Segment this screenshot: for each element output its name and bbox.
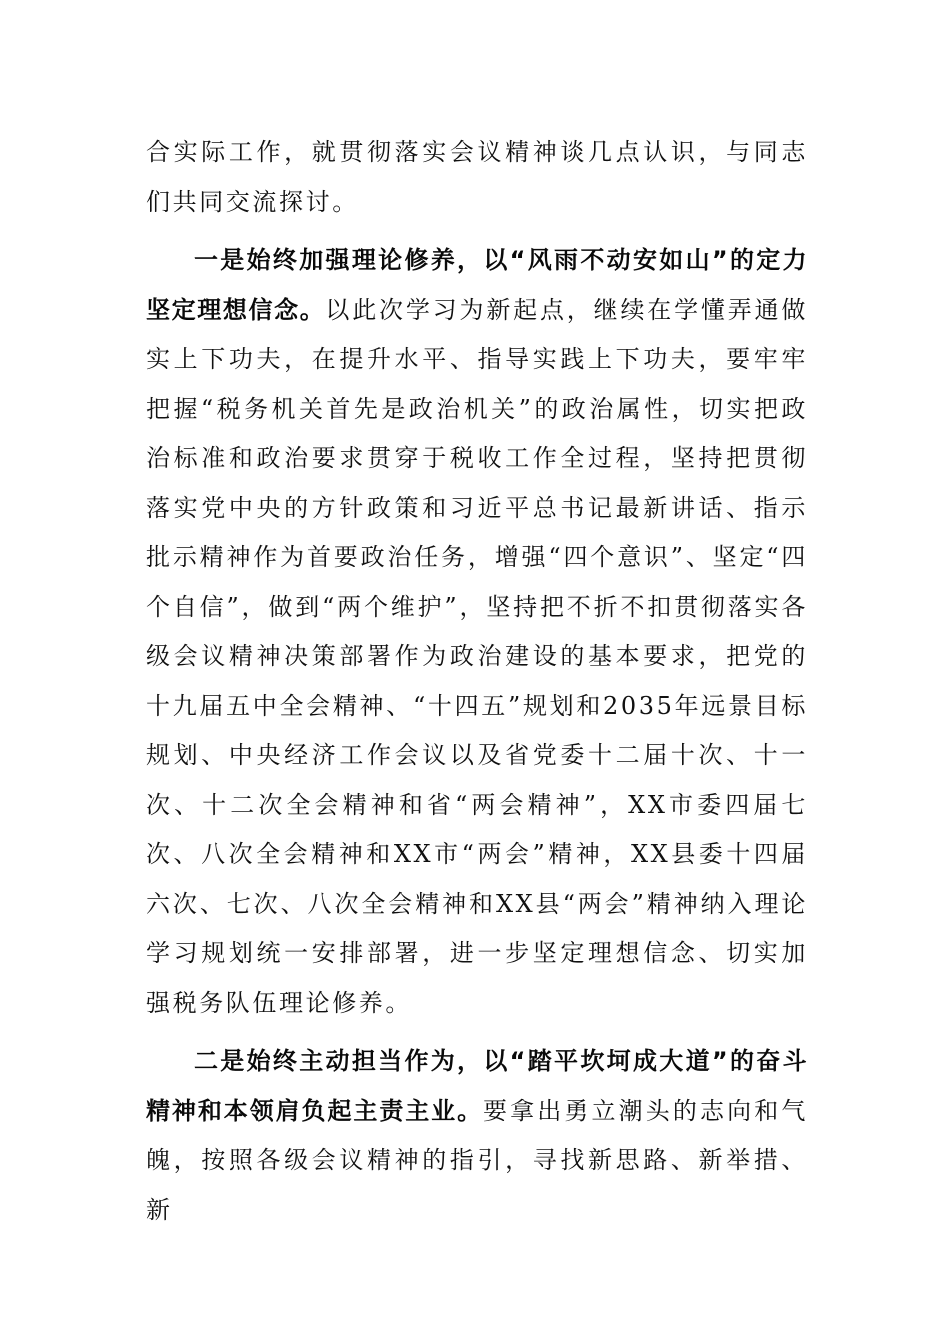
paragraph-body: 合实际工作，就贯彻落实会议精神谈几点认识，与同志们共同交流探讨。	[146, 138, 808, 216]
paragraph-point-two	[146, 1037, 808, 1235]
paragraph-point-one	[146, 236, 808, 1028]
paragraph-continuation	[146, 128, 808, 227]
document-body	[146, 128, 808, 1235]
paragraph-body: 以此次学习为新起点，继续在学懂弄通做实上下功夫，在提升水平、指导实践上下功夫，要牢牢把握“税务机关首先是政治机关”的政治属性，切实把政治标准和政治要求贯穿于税收工作全过程，坚持把贯彻落实党中央的方针政策和习近平总书记最新讲话、指示批示精神作为首要政治任务，增强“四个意识”、坚定“四个自信”，做到“两个维护”，坚持把不折不扣贯彻落实各级会议精神决策部署作为政治建设的基本要求，把党的十九届五中全会精神、“十四五”规划和2035年远景目标规划、中央经济工作会议以及省党委十二届十次、十一次、十二次全会精神和省“两会精神”，XX市委四届七次、八次全会精神和XX市“两会”精神，XX县委十四届六次、七次、八次全会精神和XX县“两会”精神纳入理论学习规划统一安排部署，进一步坚定理想信念、切实加强税务队伍理论修养。	[146, 295, 808, 1017]
paragraph-heading: 一是始终加强理论修养，以“风雨不动安如山”的定力坚定理想信念。	[146, 246, 808, 324]
paragraph-heading: 二是始终主动担当作为，以“踏平坎坷成大道”的奋斗精神和本领肩负起主责主业。	[146, 1047, 808, 1125]
paragraph-body: 要拿出勇立潮头的志向和气魄，按照各级会议精神的指引，寻找新思路、新举措、新	[146, 1096, 809, 1224]
